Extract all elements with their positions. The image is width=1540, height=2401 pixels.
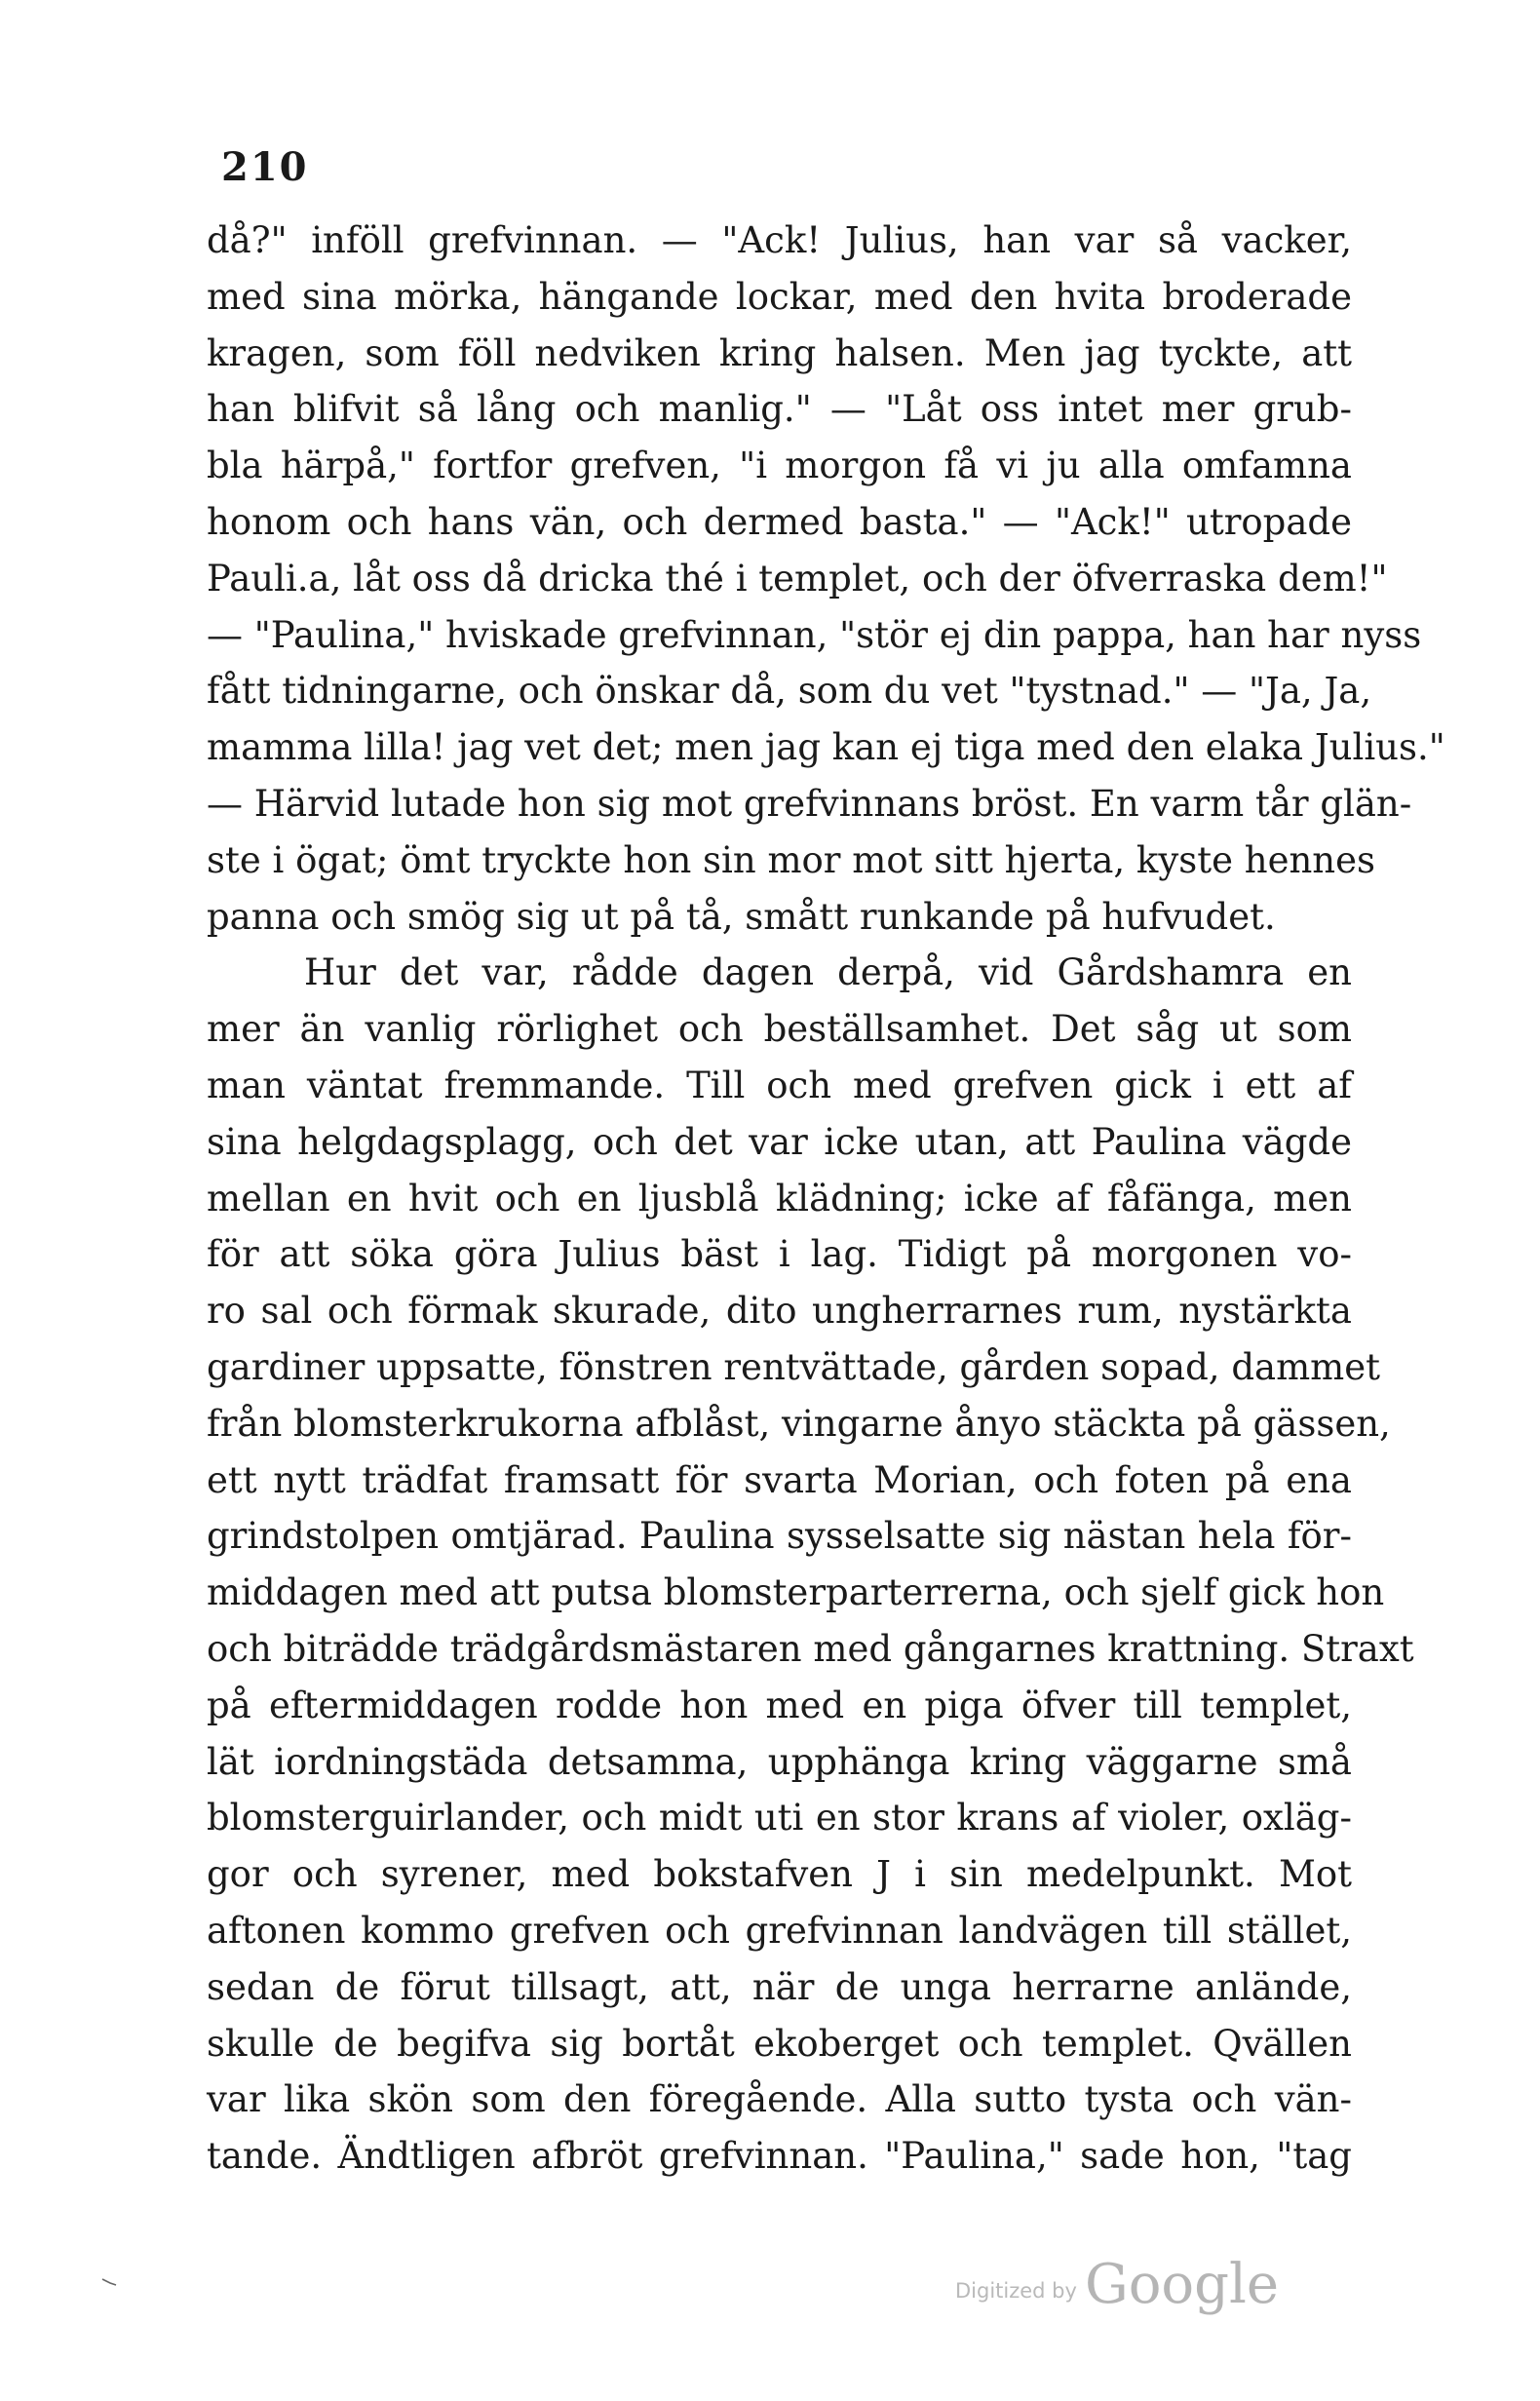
text-line: med sina mörka, hängande lockar, med den hvita broderade (207, 275, 1352, 318)
text-line: honom och hans vän, och dermed basta." — "Ack!" utropade (207, 500, 1352, 543)
watermark-prefix: Digitized by (955, 2279, 1077, 2303)
google-logo: Google (1084, 2253, 1280, 2316)
text-line: han blifvit så lång och manlig." — "Låt oss intet mer grub- (207, 388, 1352, 431)
text-line: på eftermiddagen rodde hon med en piga öfver till templet, (207, 1684, 1352, 1726)
text-line: fått tidningarne, och önskar då, som du vet "tystnad." — "Ja, Ja, (207, 670, 1372, 713)
text-line: lät iordningstäda detsamma, upphänga kring väggarne små (207, 1740, 1352, 1783)
text-line: tande. Ändtligen afbröt grefvinnan. "Paulina," sade hon, "tag (207, 2135, 1352, 2178)
text-line: man väntat fremmande. Till och med grefven gick i ett af (207, 1064, 1352, 1106)
text-line: blomsterguirlander, och midt uti en stor krans af violer, oxläg- (207, 1797, 1352, 1839)
scan-speck-mark (101, 2277, 119, 2287)
text-line: — "Paulina," hviskade grefvinnan, "stör ej din pappa, han har nyss (207, 613, 1422, 656)
text-line: var lika skön som den föregående. Alla sutto tysta och vän- (207, 2078, 1352, 2121)
text-line: Hur det var, rådde dagen derpå, vid Gårdshamra en (304, 951, 1352, 994)
text-line: sedan de förut tillsagt, att, när de unga herrarne anlände, (207, 1965, 1352, 2008)
text-line: ro sal och förmak skurade, dito ungherrarnes rum, nystärkta (207, 1290, 1352, 1333)
text-line: då?" inföll grefvinnan. — "Ack! Julius, han var så vacker, (207, 219, 1352, 261)
body-text (207, 213, 1445, 2185)
digitized-watermark (955, 2253, 1280, 2316)
text-line: middagen med att putsa blomsterparterrerna, och sjelf gick hon (207, 1571, 1385, 1614)
text-line: Pauli.a, låt oss då dricka thé i templet, och der öfverraska dem!" (207, 557, 1388, 600)
text-line: — Härvid lutade hon sig mot grefvinnans bröst. En varm tår glän- (207, 782, 1412, 825)
text-line: bla härpå," fortfor grefven, "i morgon få vi ju alla omfamna (207, 445, 1352, 487)
text-line: mellan en hvit och en ljusblå klädning; icke af fåfänga, men (207, 1177, 1352, 1220)
text-line: aftonen kommo grefven och grefvinnan landvägen till stället, (207, 1909, 1352, 1952)
text-line: panna och smög sig ut på tå, smått runkande på hufvudet. (207, 895, 1276, 938)
text-line: skulle de begifva sig bortåt ekoberget och templet. Qvällen (207, 2022, 1352, 2065)
text-line: kragen, som föll nedviken kring halsen. Men jag tyckte, att (207, 331, 1352, 374)
text-line: mer än vanlig rörlighet och beställsamhet. Det såg ut som (207, 1008, 1352, 1051)
text-line: från blomsterkrukorna afblåst, vingarne ånyo stäckta på gässen, (207, 1402, 1391, 1445)
text-line: mamma lilla! jag vet det; men jag kan ej tiga med den elaka Julius." (207, 726, 1445, 769)
text-line: grindstolpen omtjärad. Paulina sysselsatte sig nästan hela för- (207, 1515, 1352, 1558)
text-line: gardiner uppsatte, fönstren rentvättade, gården sopad, dammet (207, 1345, 1380, 1388)
text-line: gor och syrener, med bokstafven J i sin medelpunkt. Mot (207, 1853, 1352, 1896)
text-line: sina helgdagsplagg, och det var icke utan, att Paulina vägde (207, 1120, 1352, 1163)
page-number: 210 (221, 144, 309, 190)
text-line: ste i ögat; ömt tryckte hon sin mor mot sitt hjerta, kyste hennes (207, 838, 1376, 881)
text-line: och biträdde trädgårdsmästaren med gångarnes krattning. Straxt (207, 1627, 1414, 1670)
text-line: för att söka göra Julius bäst i lag. Tidigt på morgonen vo- (207, 1233, 1352, 1276)
text-line: ett nytt trädfat framsatt för svarta Morian, och foten på ena (207, 1458, 1352, 1501)
